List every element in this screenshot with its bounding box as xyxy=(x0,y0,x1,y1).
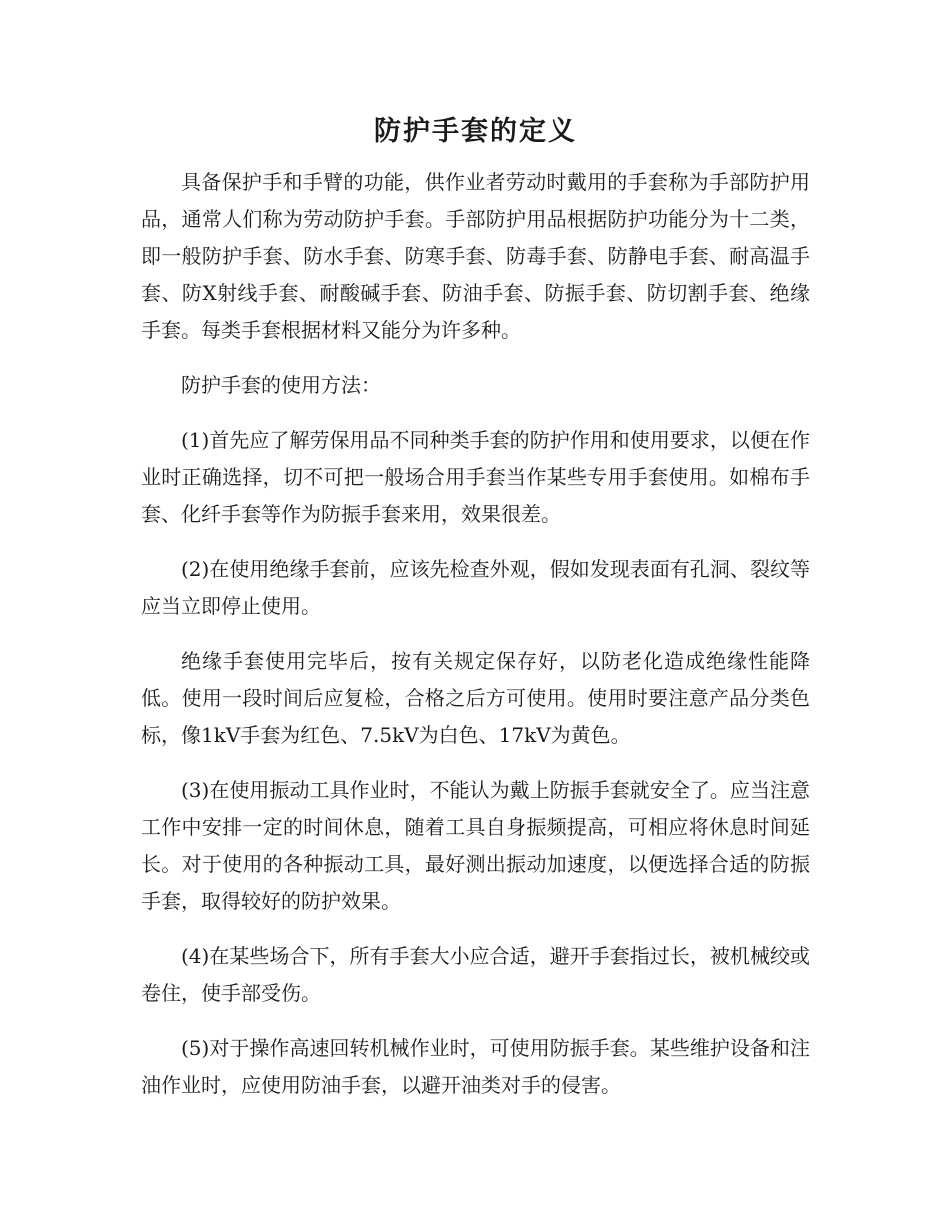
paragraph-item-2: (2)在使用绝缘手套前，应该先检查外观，假如发现表面有孔洞、裂纹等应当立即停止使用。 xyxy=(141,557,810,618)
document-title: 防护手套的定义 xyxy=(374,116,577,147)
paragraph-item-1: (1)首先应了解劳保用品不同种类手套的防护作用和使用要求，以便在作业时正确选择，切不可把一般场合用手套当作某些专用手套使用。如棉布手套、化纤手套等作为防振手套来用，效果很差。 xyxy=(141,428,810,526)
paragraph-usage-heading: 防护手套的使用方法： xyxy=(181,373,381,397)
paragraph-item-3: (3)在使用振动工具作业时，不能认为戴上防振手套就安全了。应当注意工作中安排一定的时间休息，随着工具自身振频提高，可相应将休息时间延长。对于使用的各种振动工具，最好测出振动加速度，以便选择合适的防振手套，取得较好的防护效果。 xyxy=(141,778,810,913)
paragraph-definition: 具备保护手和手臂的功能，供作业者劳动时戴用的手套称为手部防护用品，通常人们称为劳动防护手套。手部防护用品根据防护功能分为十二类，即一般防护手套、防水手套、防寒手套、防毒手套、防静电手套、耐高温手套、防X射线手套、耐酸碱手套、防油手套、防振手套、防切割手套、绝缘手套。每类手套根据材料又能分为许多种。 xyxy=(141,170,810,342)
paragraph-insulation-storage: 绝缘手套使用完毕后，按有关规定保存好，以防老化造成绝缘性能降低。使用一段时间后应复检，合格之后方可使用。使用时要注意产品分类色标，像1kV手套为红色、7.5kV为白色、17kV为黄色。 xyxy=(141,649,810,747)
paragraph-item-5: (5)对于操作高速回转机械作业时，可使用防振手套。某些维护设备和注油作业时，应使用防油手套，以避开油类对手的侵害。 xyxy=(141,1036,810,1097)
paragraph-item-4: (4)在某些场合下，所有手套大小应合适，避开手套指过长，被机械绞或卷住，使手部受伤。 xyxy=(141,944,810,1005)
